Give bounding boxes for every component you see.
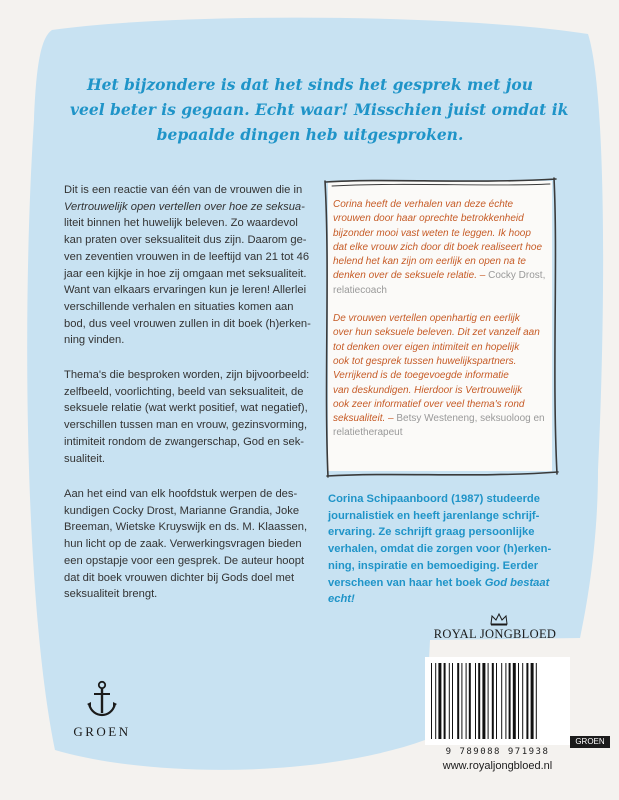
review-line: dat elke vrouw zich door dit boek realiseert hoe xyxy=(333,241,543,253)
review-line: van deskundigen. Hierdoor is Vertrouwelijk xyxy=(333,384,523,396)
intro-line xyxy=(64,199,309,216)
intro-line: ven zeventien vrouwen in de leeftijd van 21 tot 46 xyxy=(64,250,310,263)
experts-line: Breeman, Wietske Kruyswijk en ds. M. Klaassen, xyxy=(64,521,308,534)
reviews xyxy=(333,198,553,441)
author-line: Corina Schipaanboord (1987) studeerde xyxy=(328,493,540,505)
themes-line: Thema's die besproken worden, zijn bijvoorbeeld: xyxy=(64,369,310,381)
experts-line: dat dit boek vrouwen dichter bij Gods doel met xyxy=(64,571,295,584)
anchor-icon xyxy=(85,680,119,718)
review-line: helend het kan zijn om eerlijk en open na te xyxy=(333,256,526,268)
quote-line: veel beter is gegaan. Echt waar! Misschien juist omdat ik xyxy=(70,100,569,119)
themes-paragraph xyxy=(64,367,309,467)
publisher-url[interactable]: www.royaljongbloed.nl xyxy=(442,760,553,772)
barcode xyxy=(425,657,570,745)
barcode-digits: 9 789088 971938 xyxy=(445,747,550,757)
publisher-logo-text: ROYAL JONGBLOED xyxy=(433,627,557,641)
review-line xyxy=(333,412,553,426)
themes-line: zelfbeeld, voorlichting, beeld van seksualiteit, de xyxy=(64,385,304,398)
review-source: Cocky Drost, xyxy=(488,270,546,282)
experts-line: seksualiteit brengt. xyxy=(64,588,158,601)
intro-line: Dit is een reactie van één van de vrouwen die in xyxy=(64,184,303,196)
review-line: tot denken over eigen intimiteit en hopelijk xyxy=(333,341,520,353)
themes-line: sualiteit. xyxy=(64,452,106,465)
quote-line: bepaalde dingen heb uitgesproken. xyxy=(156,125,464,144)
review-line: over hun seksuele beleven. Dit zet vanzelf aan xyxy=(333,327,540,339)
review-line: Corina heeft de verhalen van deze échte xyxy=(333,199,514,210)
intro-line: ning vinden. xyxy=(64,334,125,347)
review-line: vrouwen door haar oprechte betrokkenheid xyxy=(333,213,524,225)
author-line xyxy=(328,575,573,592)
imprint-logo-text: GROEN xyxy=(73,724,131,739)
author-line: ervaring. Ze schrijft graag persoonlijke xyxy=(328,526,535,539)
imprint-spine-tag: GROEN xyxy=(570,736,610,748)
cover-quote xyxy=(70,72,569,147)
themes-line: seksuele relatie (wat werkt positief, wat negatief), xyxy=(64,402,308,415)
experts-line: kundigen Cocky Drost, Marianne Grandia, Joke xyxy=(64,504,300,517)
quote-line: Het bijzondere is dat het sinds het gesprek met jou xyxy=(86,75,534,94)
barcode-bars xyxy=(425,657,570,745)
author-line xyxy=(328,591,573,608)
intro-line: verschillende verhalen en situaties komen aan xyxy=(64,300,294,313)
intro-paragraph xyxy=(64,182,309,349)
review-source-role: relatiecoach xyxy=(333,284,387,296)
intro-line-rest: open vertellen over hoe ze seksua- xyxy=(127,200,305,213)
review-text-end: denken over de seksuele relatie. – xyxy=(333,270,486,282)
themes-line: intimiteit rondom de zwangerschap, God en sek- xyxy=(64,435,305,448)
review-text-end: seksualiteit. – xyxy=(333,413,394,425)
review-source-role: relatietherapeut xyxy=(333,427,403,439)
intro-italic-title: Vertrouwelijk xyxy=(64,200,128,213)
experts-line: een opstapje voor een gesprek. De auteur hoopt xyxy=(64,554,305,567)
author-line: ning, inspiratie en bemoediging. Eerder xyxy=(328,559,539,572)
themes-line: verschillen tussen man en vrouw, gezinsvorming, xyxy=(64,419,308,432)
author-line-text: verscheen van haar het boek xyxy=(328,576,482,589)
intro-line: bod, dus veel vrouwen zullen in dit boek (h)erken- xyxy=(64,317,311,330)
author-bio xyxy=(328,491,573,608)
experts-paragraph xyxy=(64,486,309,603)
review-line xyxy=(333,269,553,283)
intro-line: kan praten over seksualiteit dus zijn. Daarom ge- xyxy=(64,234,307,247)
review-line: ook tot gesprek tussen huwelijkspartners. xyxy=(333,355,517,367)
intro-line: liteit binnen het huwelijk beleven. Zo waardevol xyxy=(64,217,298,230)
author-book-title-end: echt! xyxy=(328,593,355,606)
review-spacer xyxy=(333,298,553,312)
experts-line: Aan het eind van elk hoofdstuk werpen de des- xyxy=(64,488,298,500)
review-line: Verrijkend is de toegevoegde informatie xyxy=(333,370,509,382)
intro-line: Want van elkaars ervaringen kun je leren! Allerlei xyxy=(64,284,307,297)
review-line: bijzonder mooi vast weten te leggen. Ik hoop xyxy=(333,227,531,239)
author-line: journalistiek en heeft jarenlange schrijf- xyxy=(328,509,540,522)
author-line: verhalen, omdat die zorgen voor (h)erken- xyxy=(328,543,552,556)
author-book-title: God bestaat xyxy=(484,576,550,589)
intro-line: jaar een kijkje in hoe zij omgaan met seksualiteit. xyxy=(64,267,307,280)
experts-line: hun licht op de zaak. Verwerkingsvragen bieden xyxy=(64,538,302,551)
review-line: De vrouwen vertellen openhartig en eerlijk xyxy=(333,313,520,325)
review-source: Betsy Westeneng, seksuoloog en xyxy=(396,413,545,425)
review-line: ook zeer informatief over veel thema's rond xyxy=(333,398,525,410)
groen-imprint-logo xyxy=(72,680,132,740)
crown-icon xyxy=(489,612,509,626)
